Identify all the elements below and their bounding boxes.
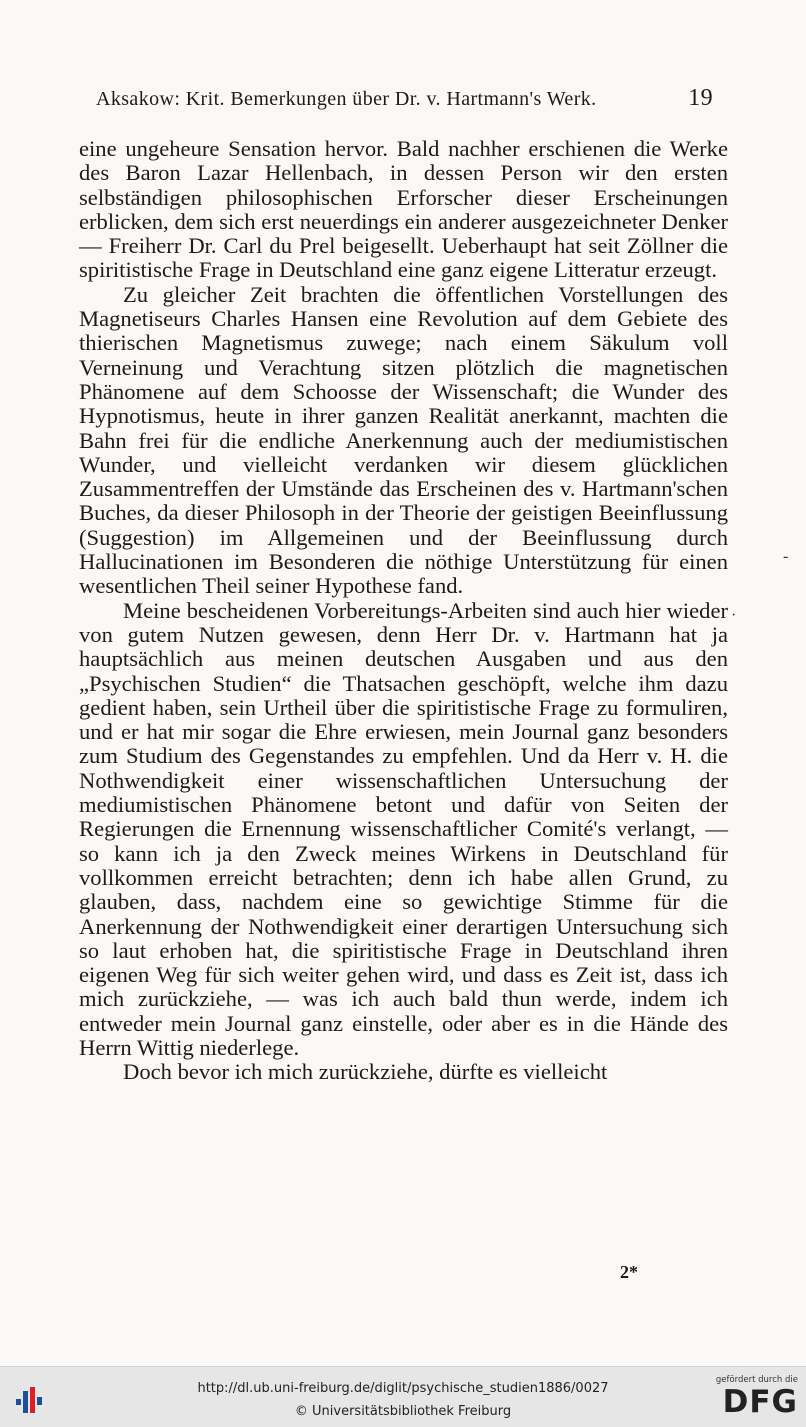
signature-mark: 2* — [620, 1262, 638, 1282]
page-number: 19 — [688, 85, 713, 111]
copyright-text: © Universitätsbibliothek Freiburg — [294, 1404, 512, 1419]
page-url-link[interactable]: http://dl.ub.uni-freiburg.de/diglit/psychische_studien1886/0027 — [197, 1381, 609, 1396]
paragraph-3: Meine bescheidenen Vorbereitungs-Arbeiten sind auch hier wieder von gutem Nutzen gewesen, denn Herr Dr. v. Hartmann hat ja hauptsächlich aus meinen deutschen Ausgaben und aus den „Psychischen Studien“ die Thatsachen geschöpft, welche ihm dazu gedient haben, sein Urtheil über die spiritistische Frage zu formuliren, und er hat mir sogar die Ehre erwiesen, mein Journal ganz besonders zum Studium des Gegenstandes zu empfehlen. Und da Herr v. H. die Nothwendigkeit einer wissenschaftlichen Untersuchung der mediumistischen Phänomene betont und dafür von Seiten der Regierungen die Ernennung wissenschaftlicher Comité's verlangt, — so kann ich ja den Zweck meines Wirkens in Deutschland für vollkommen erreicht betrachten; denn ich habe allen Grund, zu glauben, dass, nachdem eine so gewichtige Stimme für die Anerkennung der Nothwendigkeit einer derartigen Untersuchung sich so laut erhoben hat, die spiritistische Frage in Deutschland ihren eigenen Weg für sich weiter gehen wird, und dass es Zeit ist, dass ich mich zurückziehe, — was ich auch bald thun werde, indem ich entweder mein Journal ganz einstelle, oder aber es in die Hände des Herrn Wittig niederlege. — [79, 597, 728, 1060]
body-text — [79, 137, 728, 1085]
viewer-footer — [0, 1366, 806, 1427]
paragraph-2: Zu gleicher Zeit brachten die öffentlichen Vorstellungen des Magnetiseurs Charles Hansen eine Revolution auf dem Gebiete des thierischen Magnetismus zuwege; nach einem Säkulum voll Verneinung und Verachtung sitzen plötzlich die magnetischen Phänomene auf dem Schoosse der Wissenschaft; die Wunder des Hypnotismus, heute in ihrer ganzen Realität anerkannt, machten die Bahn frei für die endliche Anerkennung auch der mediumistischen Wunder, und vielleicht verdanken wir diesem glücklichen Zusammentreffen der Umstände das Erscheinen des v. Hartmann'schen Buches, da dieser Philosoph in der Theorie der geistigen Beeinflussung (Suggestion) im Allgemeinen und der Beeinflussung durch Hallucinationen im Besonderen die nöthige Unterstützung für einen wesentlichen Theil seiner Hypothese fand. — [79, 281, 728, 599]
paragraph-1: eine ungeheure Sensation hervor. Bald nachher erschienen die Werke des Baron Lazar Hellenbach, in dessen Person wir den ersten selbständigen philosophischen Erforscher dieser Erscheinungen erblicken, dem sich erst neuerdings ein anderer ausgezeichneter Denker — Freiherr Dr. Carl du Prel beigesellt. Ueberhaupt hat seit Zöllner die spiritistische Frage in Deutschland eine ganz eigene Litteratur erzeugt. — [79, 136, 728, 283]
dfg-funding-text: gefördert durch die — [715, 1375, 798, 1385]
margin-mark: ‐ — [783, 548, 789, 565]
dfg-logo — [708, 1375, 798, 1421]
margin-mark: · — [731, 607, 737, 624]
header-title: Aksakow: Krit. Bemerkungen über Dr. v. Hartmann's Werk. — [96, 88, 597, 110]
paragraph-4: Doch bevor ich mich zurückziehe, dürfte es vielleicht — [123, 1059, 608, 1085]
dfg-logo-text: DFG — [722, 1384, 798, 1420]
running-header — [96, 85, 721, 118]
